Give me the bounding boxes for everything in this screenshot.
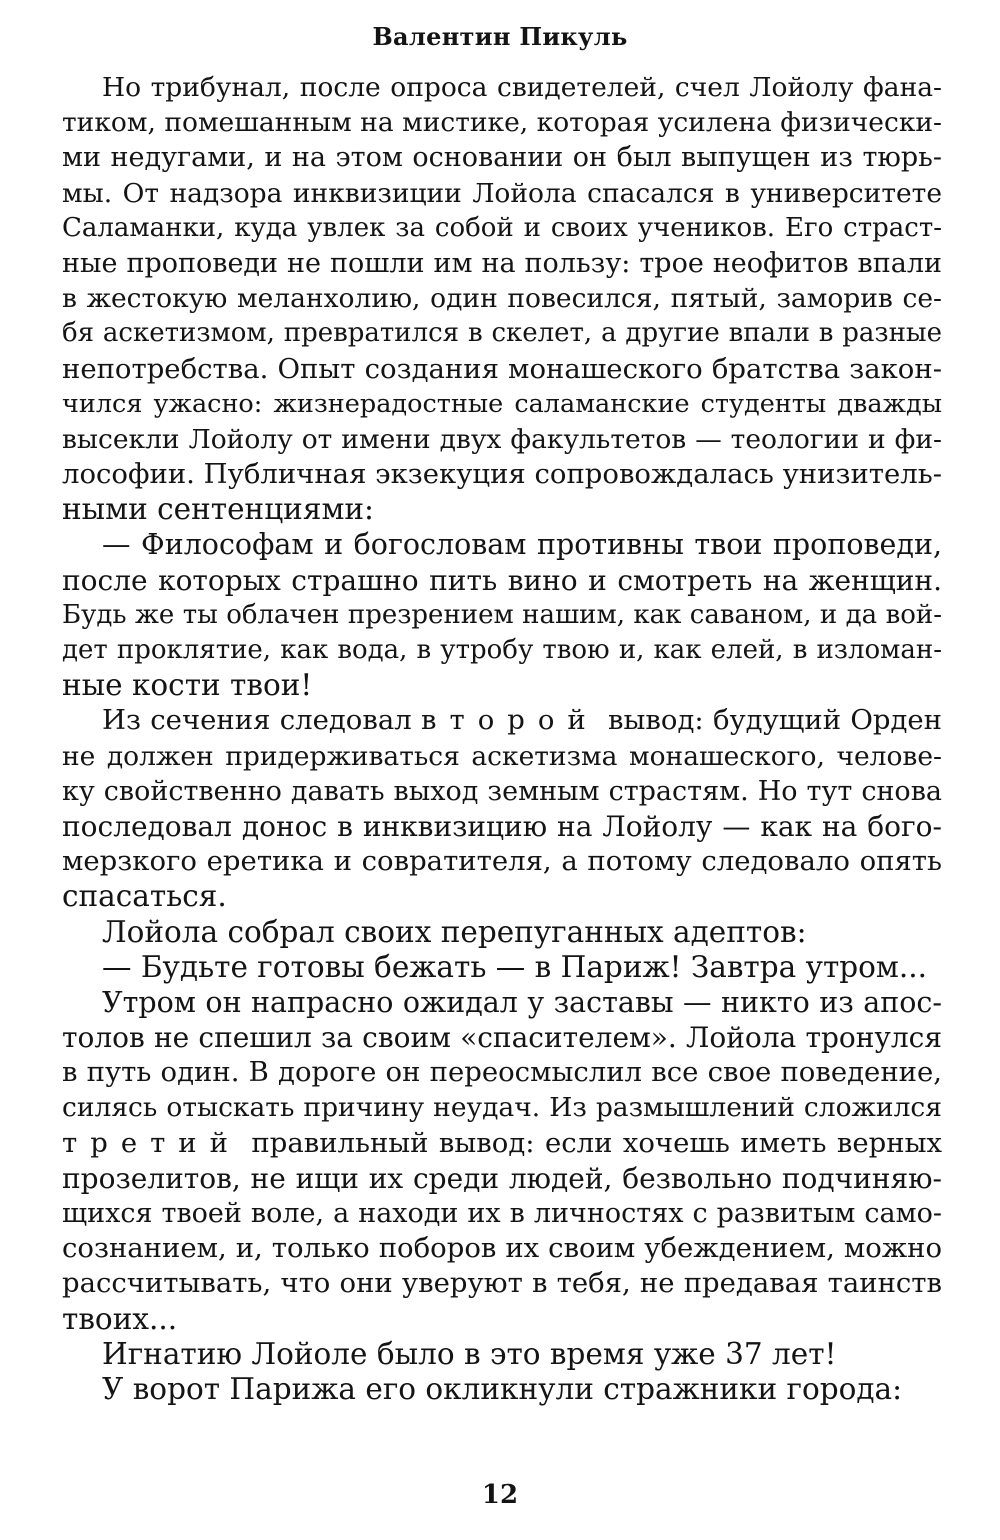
text-line: твоих... bbox=[62, 1301, 178, 1336]
text-line: высекли Лойолу от имени двух факультетов — теологии и фи- bbox=[62, 423, 942, 455]
text-line: — Будьте готовы бежать — в Париж! Завтра утром... bbox=[102, 949, 927, 984]
text-line: тиком, помешанным на мистике, которая усилена физически- bbox=[62, 107, 942, 139]
text-segment: Из сечения следовал bbox=[102, 704, 421, 737]
text-line: Но трибунал, после опроса свидетелей, счел Лойолу фана- bbox=[102, 72, 942, 103]
text-line: ми недугами, и на этом основании он был выпущен из тюрь- bbox=[62, 142, 942, 174]
text-line bbox=[62, 1126, 942, 1161]
text-line: чился ужасно: жизнерадостные саламанские студенты дважды bbox=[62, 388, 942, 419]
text-line: ные проповеди не пошли им на пользу: трое неофитов впали bbox=[62, 247, 942, 279]
text-line: — Философам и богословам противны твои проповеди, bbox=[102, 528, 942, 562]
text-line: спасаться. bbox=[62, 879, 227, 914]
text-line: ку свойственно давать выход земным страстям. Но тут снова bbox=[62, 775, 942, 807]
text-line: рассчитывать, что они уверуют в тебя, не предавая таинств bbox=[62, 1267, 942, 1300]
text-line: дет проклятие, как вода, в утробу твою и, как елей, в изломан- bbox=[62, 635, 942, 665]
text-line: Игнатию Лойоле было в это время уже 37 лет! bbox=[102, 1336, 837, 1371]
text-line: в жестокую меланхолию, один повесился, пятый, заморив се- bbox=[62, 283, 942, 315]
text-line: ные кости твои! bbox=[62, 668, 313, 703]
text-line: мерзкого еретика и совратителя, а потому следовало опять bbox=[62, 845, 942, 878]
spaced-emphasis: третий bbox=[62, 1126, 241, 1159]
text-line: не должен придерживаться аскетизма монашеского, челове- bbox=[62, 740, 942, 772]
text-line: ными сентенциями: bbox=[62, 492, 374, 527]
text-line: щихся твоей воле, а находи их в личностях с развитым само- bbox=[62, 1198, 942, 1229]
text-line: лософии. Публичная экзекуция сопровождалась унизитель- bbox=[62, 458, 942, 491]
text-line: Будь же ты облачен презрением нашим, как саваном, и да вой- bbox=[62, 599, 942, 630]
text-line: У ворот Парижа его окликнули стражники города: bbox=[102, 1371, 903, 1406]
text-line: сознанием, и, только поборов их своим убеждением, можно bbox=[62, 1232, 942, 1265]
text-segment: правильный вывод: если хочешь иметь верных bbox=[240, 1126, 942, 1159]
running-header-author: Валентин Пикуль bbox=[372, 22, 628, 51]
text-segment: вывод: будущий Орден bbox=[598, 704, 943, 737]
page-number: 12 bbox=[481, 1480, 519, 1510]
text-line: последовал донос в инквизицию на Лойолу — как на бого- bbox=[62, 809, 942, 843]
body-text bbox=[62, 70, 942, 1407]
text-line: прозелитов, не ищи их среди людей, безвольно подчиняю- bbox=[62, 1161, 942, 1195]
text-line: мы. От надзора инквизиции Лойола спасался в университете bbox=[62, 177, 942, 209]
text-line: Утром он напрасно ожидал у заставы — никто из апос- bbox=[102, 985, 942, 1019]
text-line: непотребства. Опыт создания монашеского братства закон- bbox=[62, 352, 942, 385]
text-line: после которых страшно пить вино и смотреть на женщин. bbox=[62, 563, 942, 597]
text-line: толов не спешил за своим «спасителем». Лойола тронулся bbox=[62, 1021, 942, 1055]
text-line: Лойола собрал своих перепуганных адептов: bbox=[102, 914, 807, 949]
text-line bbox=[62, 703, 942, 738]
text-line: силясь отыскать причину неудач. Из размышлений сложился bbox=[62, 1092, 942, 1124]
text-line: Саламанки, куда увлек за собой и своих учеников. Его страст- bbox=[62, 212, 942, 243]
spaced-emphasis: второй bbox=[421, 704, 599, 737]
text-line: в путь один. В дороге он переосмыслил все свое поведение, bbox=[62, 1056, 942, 1089]
text-line: бя аскетизмом, превратился в скелет, а другие впали в разные bbox=[62, 318, 942, 349]
